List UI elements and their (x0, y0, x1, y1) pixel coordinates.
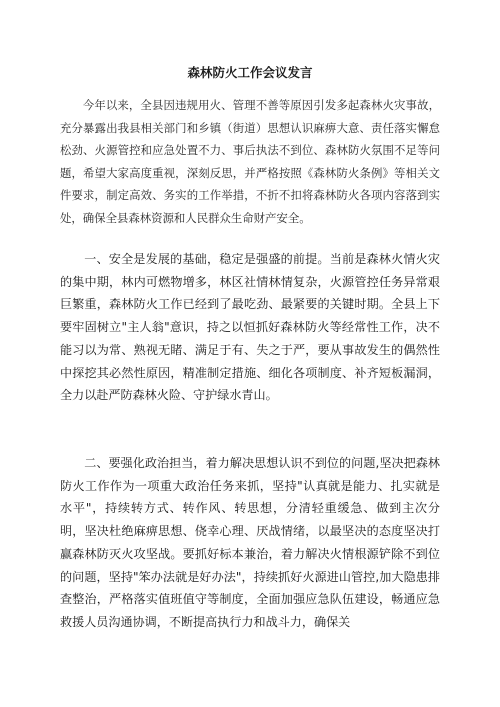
body-paragraph-1: 一、安全是发展的基础，稳定是强盛的前提。当前是森林火情火灾的集中期，林内可燃物增多，林区社情林情复杂，火源管控任务异常艰巨繁重，森林防火工作已经到了最吃劲、最紧要的关键时期。全县上下要牢固树立"主人翁"意识，持之以恒抓好森林防火等经常性工作，决不能习以为常、熟视无睹、满足于有、失之于严，要从事故发生的偶然性中探挖其必然性原因，精准制定措施、细化各项制度、补齐短板漏洞，全力以赴严防森林火险、守护绿水青山。 (60, 252, 440, 403)
document-title: 森林防火工作会议发言 (187, 65, 313, 80)
body-paragraph-2: 二、要强化政治担当，着力解决思想认识不到位的问题,坚决把森林防火工作作为一项重大政治任务来抓，坚持"认真就是能力、扎实就是水平"，持续转方式、转作风、转思想，分清轻重缓急、做到主次分明，坚决杜绝麻痹思想、侥幸心理、厌战情绪，以最坚决的态度坚决打赢森林防灭火攻坚战。要抓好标本兼治，着力解决火情根源铲除不到位的问题，坚持"笨办法就是好办法"，持续抓好火源进山管控,加大隐患排查整治，严格落实值班值守等制度，全面加强应急队伍建设，畅通应急救援人员沟通协调，不断提高执行力和战斗力，确保关 (60, 456, 440, 629)
intro-paragraph: 今年以来，全县因违规用火、管理不善等原因引发多起森林火灾事故，充分暴露出我县相关部门和乡镇（街道）思想认识麻痹大意、责任落实懈怠松劲、火源管控和应急处置不力、事后执法不到位、森林防火氛围不足等问题，希望大家高度重视，深刻反思，并严格按照《森林防火条例》等相关文件要求，制定高效、务实的工作举措，不折不扣将森林防火各项内容落到实处，确保全县森林资源和人民群众生命财产安全。 (60, 98, 440, 225)
